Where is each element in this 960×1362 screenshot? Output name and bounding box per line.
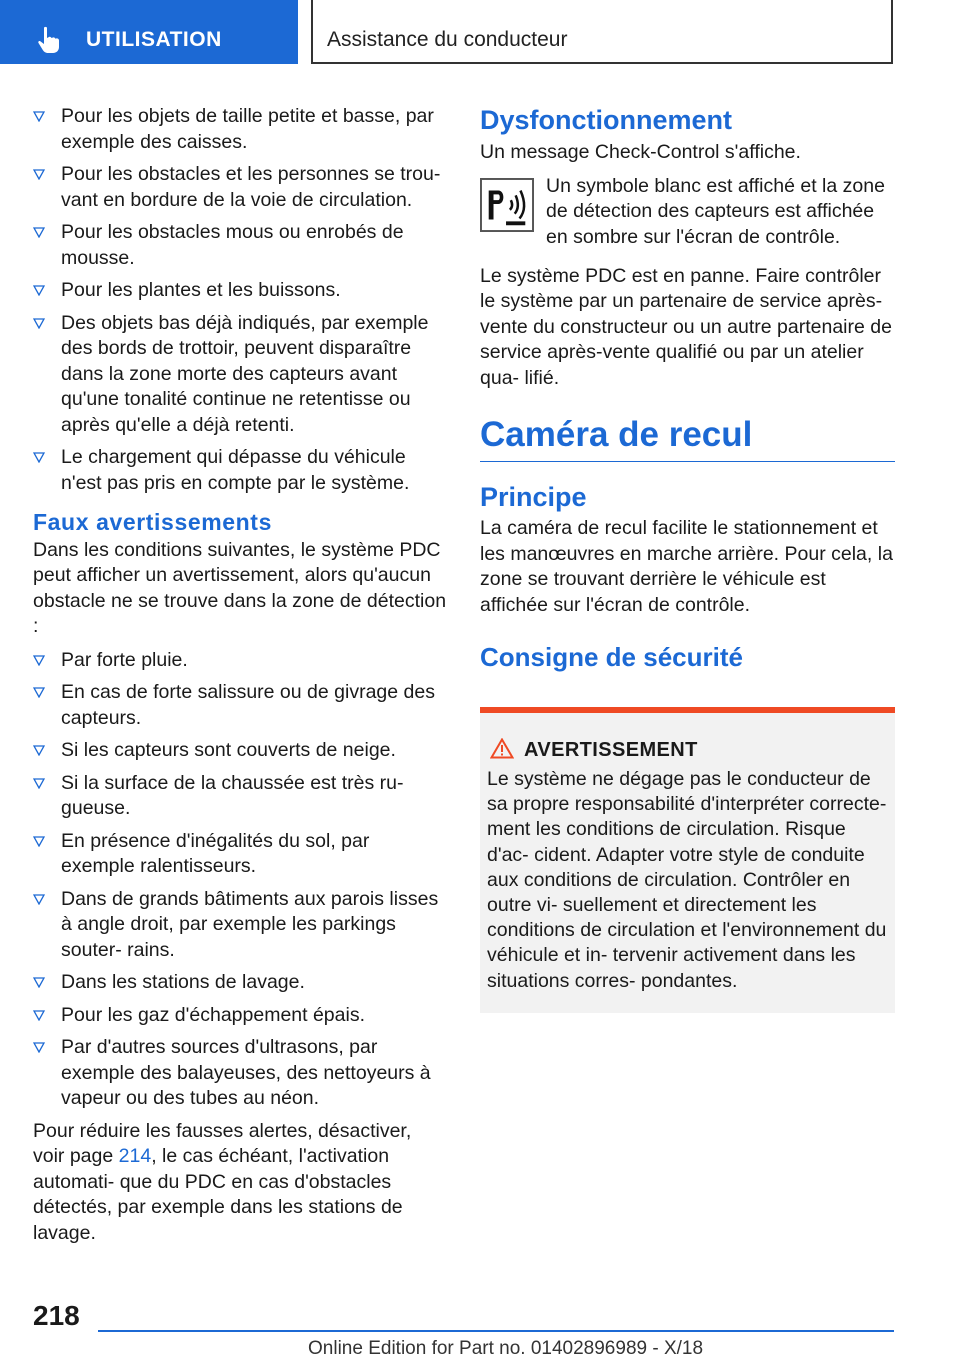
symbol-description: Un symbole blanc est affiché et la zone de détection des capteurs est affichée en sombre sur l'écran de contrôle. — [546, 174, 885, 248]
warning-title: AVERTISSEMENT — [524, 739, 698, 761]
faux-avertissements-heading: Faux avertissements — [33, 509, 272, 535]
page-header — [0, 0, 960, 66]
triangle-bullet-icon — [33, 227, 45, 238]
camera-heading: Caméra de recul — [480, 413, 895, 462]
list-item: En cas de forte salissure ou de givrage des capteurs. — [33, 680, 447, 731]
list-item: Si la surface de la chaussée est très ru‐ gueuse. — [33, 771, 447, 822]
warning-triangle-icon — [490, 738, 514, 759]
triangle-bullet-icon — [33, 111, 45, 122]
list-item: Dans les stations de lavage. — [33, 970, 447, 996]
list-item: Dans de grands bâtiments aux parois lisses à angle droit, par exemple les parkings souter‐ rains. — [33, 887, 447, 964]
chapter-tab — [0, 0, 298, 64]
triangle-bullet-icon — [33, 836, 45, 847]
chapter-label: UTILISATION — [86, 28, 222, 51]
list-item: Des objets bas déjà indiqués, par exemple des bords de trottoir, peuvent disparaître dans la zone morte des capteurs avant qu'une tonalité continue ne retentisse ou après qu'elle a déjà retenti. — [33, 311, 447, 439]
triangle-bullet-icon — [33, 687, 45, 698]
list-item: Pour les obstacles mous ou enrobés de mousse. — [33, 220, 447, 271]
dysfonctionnement-heading: Dysfonctionnement — [480, 105, 733, 135]
warning-body: Le système ne dégage pas le conducteur de sa propre responsabilité d'interpréter correcte‐ ment les conditions de circulation. Risque d'ac‐ cident. Adapter votre style de conduite aux conditions de circulation. Contrôler en outre vi‐ suellement et directement les conditions de circulation et l'environnement du véhicule et in‐ tervenir activement dans les situations corres‐ pondantes. — [487, 768, 887, 992]
triangle-bullet-icon — [33, 452, 45, 463]
list-item: Pour les plantes et les buissons. — [33, 278, 447, 304]
triangle-bullet-icon — [33, 655, 45, 666]
list-item: Par d'autres sources d'ultrasons, par exemple des balayeuses, des nettoyeurs à vapeur ou des tubes au néon. — [33, 1035, 447, 1112]
pdc-symbol-icon — [480, 178, 534, 232]
triangle-bullet-icon — [33, 1010, 45, 1021]
section-label: Assistance du conducteur — [327, 28, 568, 51]
warning-box — [480, 707, 895, 1013]
consigne-heading: Consigne de sécurité — [480, 642, 743, 672]
closing-paragraph: Pour réduire les fausses alertes, désactiver, voir page 214, le cas échéant, l'activation automati‐ que du PDC en cas d'obstacles détectés, par exemple dans les stations de lavage. — [33, 1119, 412, 1244]
triangle-bullet-icon — [33, 977, 45, 988]
triangle-bullet-icon — [33, 1042, 45, 1053]
hand-pointer-icon — [36, 26, 62, 54]
list-item: En présence d'inégalités du sol, par exemple ralentisseurs. — [33, 829, 447, 880]
triangle-bullet-icon — [33, 318, 45, 329]
list-item: Pour les objets de taille petite et basse, par exemple des caisses. — [33, 104, 447, 155]
principe-body: La caméra de recul facilite le stationnement et les manœuvres en marche arrière. Pour cela, la zone se trouvant derrière le véhicule est affichée sur l'écran de contrôle. — [480, 517, 893, 616]
dys-body: Le système PDC est en panne. Faire contrôler le système par un partenaire de service après- vente du constructeur ou un autre partenaire de service après-vente qualifié ou par un atelier qua‐ lifié. — [480, 264, 892, 389]
triangle-bullet-icon — [33, 745, 45, 756]
right-column — [480, 104, 895, 674]
triangle-bullet-icon — [33, 778, 45, 789]
left-column — [33, 104, 447, 1254]
footer-edition: Online Edition for Part no. 01402896989 - X/18 — [308, 1338, 704, 1359]
page-ref-link[interactable]: 214 — [118, 1145, 152, 1167]
list-item: Pour les gaz d'échappement épais. — [33, 1003, 447, 1029]
page-number: 218 — [33, 1300, 80, 1331]
bullet-list-2 — [33, 648, 447, 1112]
list-item: Le chargement qui dépasse du véhicule n'est pas pris en compte par le système. — [33, 445, 447, 496]
list-item: Si les capteurs sont couverts de neige. — [33, 738, 447, 764]
dys-intro: Un message Check-Control s'affiche. — [480, 141, 801, 163]
list-item: Par forte pluie. — [33, 648, 447, 674]
triangle-bullet-icon — [33, 285, 45, 296]
principe-heading: Principe — [480, 482, 587, 512]
triangle-bullet-icon — [33, 894, 45, 905]
list-item: Pour les obstacles et les personnes se trou‐ vant en bordure de la voie de circulation. — [33, 162, 447, 213]
footer-divider — [98, 1330, 894, 1332]
symbol-row — [480, 174, 895, 254]
faux-intro: Dans les conditions suivantes, le système PDC peut afficher un avertissement, alors qu'aucun obstacle ne se trouve dans la zone de détection : — [33, 538, 447, 637]
section-tab — [311, 0, 893, 64]
bullet-list-1 — [33, 104, 447, 496]
triangle-bullet-icon — [33, 169, 45, 180]
